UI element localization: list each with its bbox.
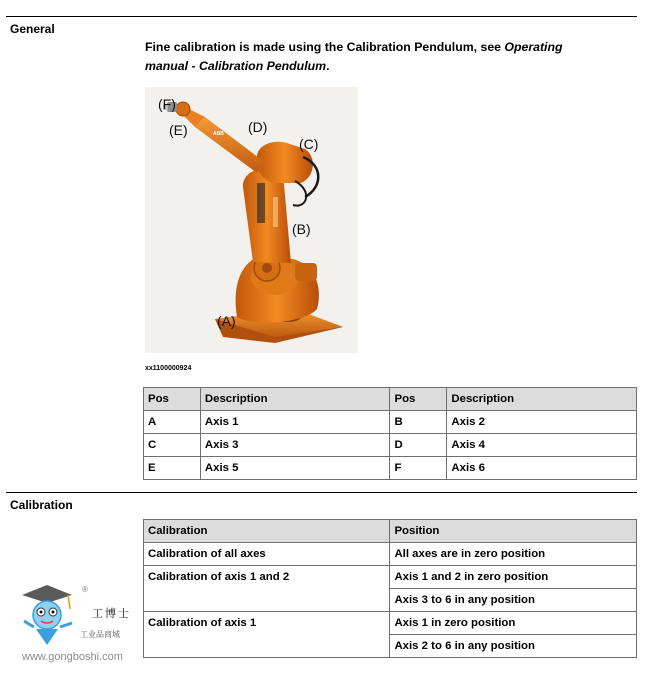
table-row	[144, 566, 637, 589]
description-cell: Axis 6	[447, 457, 637, 480]
table-row	[144, 543, 637, 566]
calibration-rule	[6, 492, 637, 493]
mascot-icon	[14, 583, 80, 649]
callout-c: (C)	[299, 136, 319, 152]
header-pos: Pos	[144, 388, 201, 411]
intro-end: .	[326, 59, 330, 73]
header-pos: Pos	[390, 388, 447, 411]
callout-f: (F)	[158, 96, 176, 112]
pos-cell: C	[144, 434, 201, 457]
table-row	[144, 589, 637, 612]
top-rule	[6, 16, 637, 17]
table-row	[144, 612, 637, 635]
callout-b: (B)	[292, 221, 311, 237]
watermark-brand: 工博士	[92, 607, 131, 620]
description-cell: Axis 5	[200, 457, 390, 480]
section-heading-general: General	[10, 22, 55, 36]
manual-reference: Operating manual - Calibration Pendulum	[145, 40, 563, 73]
position-cell: Axis 3 to 6 in any position	[390, 589, 637, 612]
position-cell: Axis 1 and 2 in zero position	[390, 566, 637, 589]
header-calibration: Calibration	[144, 520, 390, 543]
calibration-cell-continued	[144, 635, 390, 658]
axes-table	[143, 387, 637, 480]
pos-cell: F	[390, 457, 447, 480]
table-row	[144, 411, 637, 434]
axes-table-header-row	[144, 388, 637, 411]
header-description: Description	[447, 388, 637, 411]
callout-d: (D)	[248, 119, 268, 135]
svg-text:ABB: ABB	[213, 131, 224, 137]
robot-illustration	[145, 87, 358, 353]
calibration-cell: Calibration of axis 1 and 2	[144, 566, 390, 589]
description-cell: Axis 3	[200, 434, 390, 457]
table-row	[144, 434, 637, 457]
header-position: Position	[390, 520, 637, 543]
calibration-cell: Calibration of all axes	[144, 543, 390, 566]
figure-caption: xx1100000924	[145, 365, 192, 372]
table-row	[144, 457, 637, 480]
pos-cell: D	[390, 434, 447, 457]
calibration-cell-continued	[144, 589, 390, 612]
intro-paragraph	[145, 38, 605, 76]
calibration-cell: Calibration of axis 1	[144, 612, 390, 635]
watermark	[14, 583, 144, 665]
header-description: Description	[200, 388, 390, 411]
registered-mark: ®	[82, 585, 88, 594]
intro-text: Fine calibration is made using the Calibration Pendulum, see	[145, 40, 505, 54]
section-heading-calibration: Calibration	[10, 498, 73, 512]
table-row	[144, 635, 637, 658]
position-cell: Axis 1 in zero position	[390, 612, 637, 635]
description-cell: Axis 2	[447, 411, 637, 434]
description-cell: Axis 4	[447, 434, 637, 457]
calibration-table-header-row	[144, 520, 637, 543]
watermark-tagline: 工业品商城	[80, 630, 120, 639]
calibration-table	[143, 519, 637, 658]
robot-figure	[145, 87, 358, 353]
watermark-url: www.gongboshi.com	[22, 651, 123, 663]
position-cell: Axis 2 to 6 in any position	[390, 635, 637, 658]
description-cell: Axis 1	[200, 411, 390, 434]
callout-e: (E)	[169, 122, 188, 138]
callout-a: (A)	[217, 313, 236, 329]
pos-cell: B	[390, 411, 447, 434]
position-cell: All axes are in zero position	[390, 543, 637, 566]
pos-cell: A	[144, 411, 201, 434]
pos-cell: E	[144, 457, 201, 480]
